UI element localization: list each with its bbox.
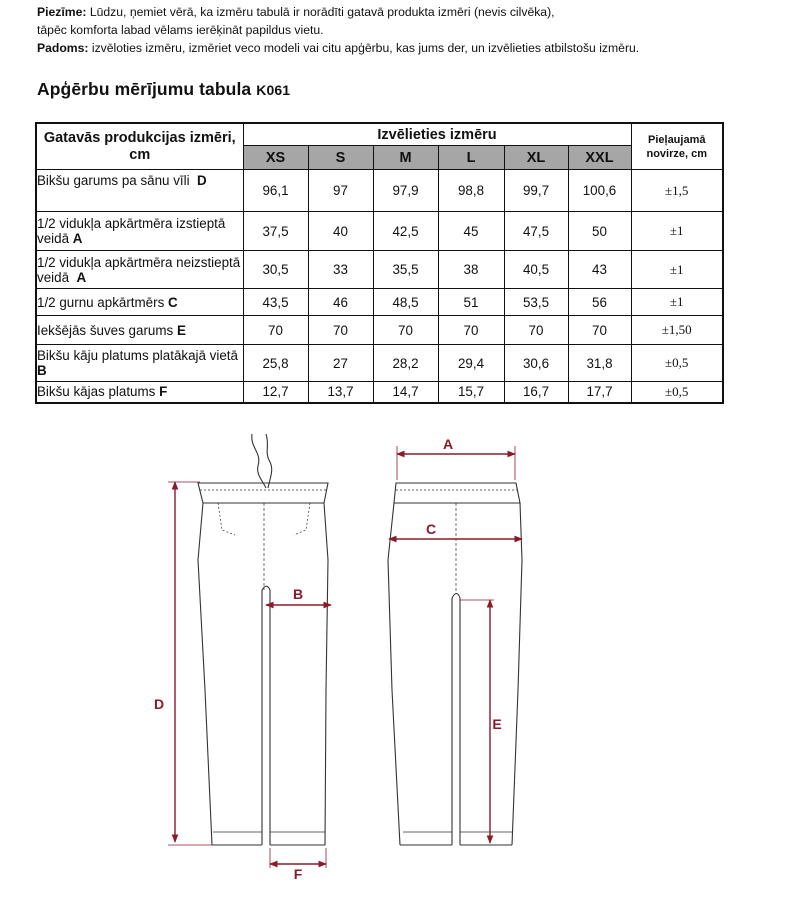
row-code: A	[72, 231, 83, 246]
table-cell: 50	[568, 212, 631, 251]
table-cell: 98,8	[438, 170, 504, 212]
table-cell: 30,6	[504, 345, 568, 382]
table-cell: 48,5	[373, 289, 438, 316]
title-text: Apģērbu mērījumu tabula	[37, 79, 252, 99]
size-header-xs: XS	[243, 146, 308, 170]
row-code: E	[176, 322, 186, 338]
row-code: B	[37, 363, 47, 378]
table-cell: 35,5	[373, 251, 438, 289]
note-line-2: tāpēc komforta labad vēlams ierēķināt papildus vietu.	[37, 23, 324, 37]
row-code: A	[76, 269, 87, 285]
label-d: D	[153, 696, 165, 712]
label-a: A	[442, 436, 454, 452]
tolerance-cell: ±1	[631, 212, 723, 251]
table-cell: 43,5	[243, 289, 308, 316]
table-cell: 46	[308, 289, 373, 316]
tolerance-cell: ±1	[631, 251, 723, 289]
corner-header: Gatavās produkcijas izmēri, cm	[36, 123, 243, 170]
table-cell: 15,7	[438, 382, 504, 403]
table-cell: 53,5	[504, 289, 568, 316]
row-label: Bikšu kājas platums F	[36, 382, 243, 403]
table-cell: 97,9	[373, 170, 438, 212]
row-label: 1/2 vidukļa apkārtmēra neizstieptā veidā A	[36, 251, 243, 289]
tolerance-header: Pieļaujamā novirze, cm	[631, 123, 723, 170]
table-cell: 31,8	[568, 345, 631, 382]
table-cell: 16,7	[504, 382, 568, 403]
table-cell: 30,5	[243, 251, 308, 289]
table-cell: 33	[308, 251, 373, 289]
table-cell: 70	[504, 316, 568, 345]
row-label: Bikšu kāju platums platākajā vietā B	[36, 345, 243, 382]
table-cell: 29,4	[438, 345, 504, 382]
table-cell: 70	[308, 316, 373, 345]
table-cell: 70	[243, 316, 308, 345]
front-pants-drawing	[198, 434, 328, 845]
table-cell: 100,6	[568, 170, 631, 212]
tolerance-cell: ±1,50	[631, 316, 723, 345]
table-cell: 38	[438, 251, 504, 289]
row-code: D	[197, 173, 207, 188]
table-cell: 12,7	[243, 382, 308, 403]
table-cell: 45	[438, 212, 504, 251]
table-cell: 70	[568, 316, 631, 345]
table-cell: 56	[568, 289, 631, 316]
row-code: F	[159, 384, 168, 400]
size-header-xxl: XXL	[568, 146, 631, 170]
table-cell: 99,7	[504, 170, 568, 212]
table-cell: 51	[438, 289, 504, 316]
table-cell: 70	[373, 316, 438, 345]
label-e: E	[492, 716, 502, 732]
table-cell: 97	[308, 170, 373, 212]
label-b: B	[292, 586, 304, 602]
dimension-lines	[168, 446, 522, 868]
title-code: K061	[256, 82, 291, 98]
size-header-m: M	[373, 146, 438, 170]
table-cell: 27	[308, 345, 373, 382]
tolerance-cell: ±1,5	[631, 170, 723, 212]
size-header-xl: XL	[504, 146, 568, 170]
row-code: C	[168, 294, 178, 310]
table-cell: 28,2	[373, 345, 438, 382]
table-cell: 13,7	[308, 382, 373, 403]
table-cell: 43	[568, 251, 631, 289]
size-header-l: L	[438, 146, 504, 170]
choose-size-header: Izvēlieties izmēru	[243, 123, 631, 146]
table-cell: 42,5	[373, 212, 438, 251]
table-cell: 14,7	[373, 382, 438, 403]
tip-label: Padoms:	[37, 41, 89, 55]
tolerance-cell: ±0,5	[631, 382, 723, 403]
table-cell: 96,1	[243, 170, 308, 212]
table-cell: 25,8	[243, 345, 308, 382]
tolerance-cell: ±1	[631, 289, 723, 316]
table-cell: 37,5	[243, 212, 308, 251]
label-c: C	[425, 521, 437, 537]
row-label: 1/2 gurnu apkārtmērs C	[36, 289, 243, 316]
table-cell: 40,5	[504, 251, 568, 289]
table-cell: 17,7	[568, 382, 631, 403]
row-label: 1/2 vidukļa apkārtmēra izstieptā veidā A	[36, 212, 243, 251]
table-cell: 70	[438, 316, 504, 345]
row-label: Iekšējās šuves garums E	[36, 316, 243, 345]
note-label: Piezīme:	[37, 5, 87, 19]
tolerance-cell: ±0,5	[631, 345, 723, 382]
label-f: F	[293, 866, 303, 882]
table-cell: 47,5	[504, 212, 568, 251]
size-header-s: S	[308, 146, 373, 170]
tip-text: izvēloties izmēru, izmēriet veco modeli vai citu apģērbu, kas jums der, un izvēlieties atbilstošu izmēru.	[91, 41, 640, 55]
back-pants-drawing	[388, 483, 522, 845]
table-cell: 40	[308, 212, 373, 251]
note-text: Lūdzu, ņemiet vērā, ka izmēru tabulā ir norādīti gatavā produkta izmēri (nevis cilvēka),	[89, 5, 555, 19]
row-label: Bikšu garums pa sānu vīli D	[36, 170, 243, 212]
